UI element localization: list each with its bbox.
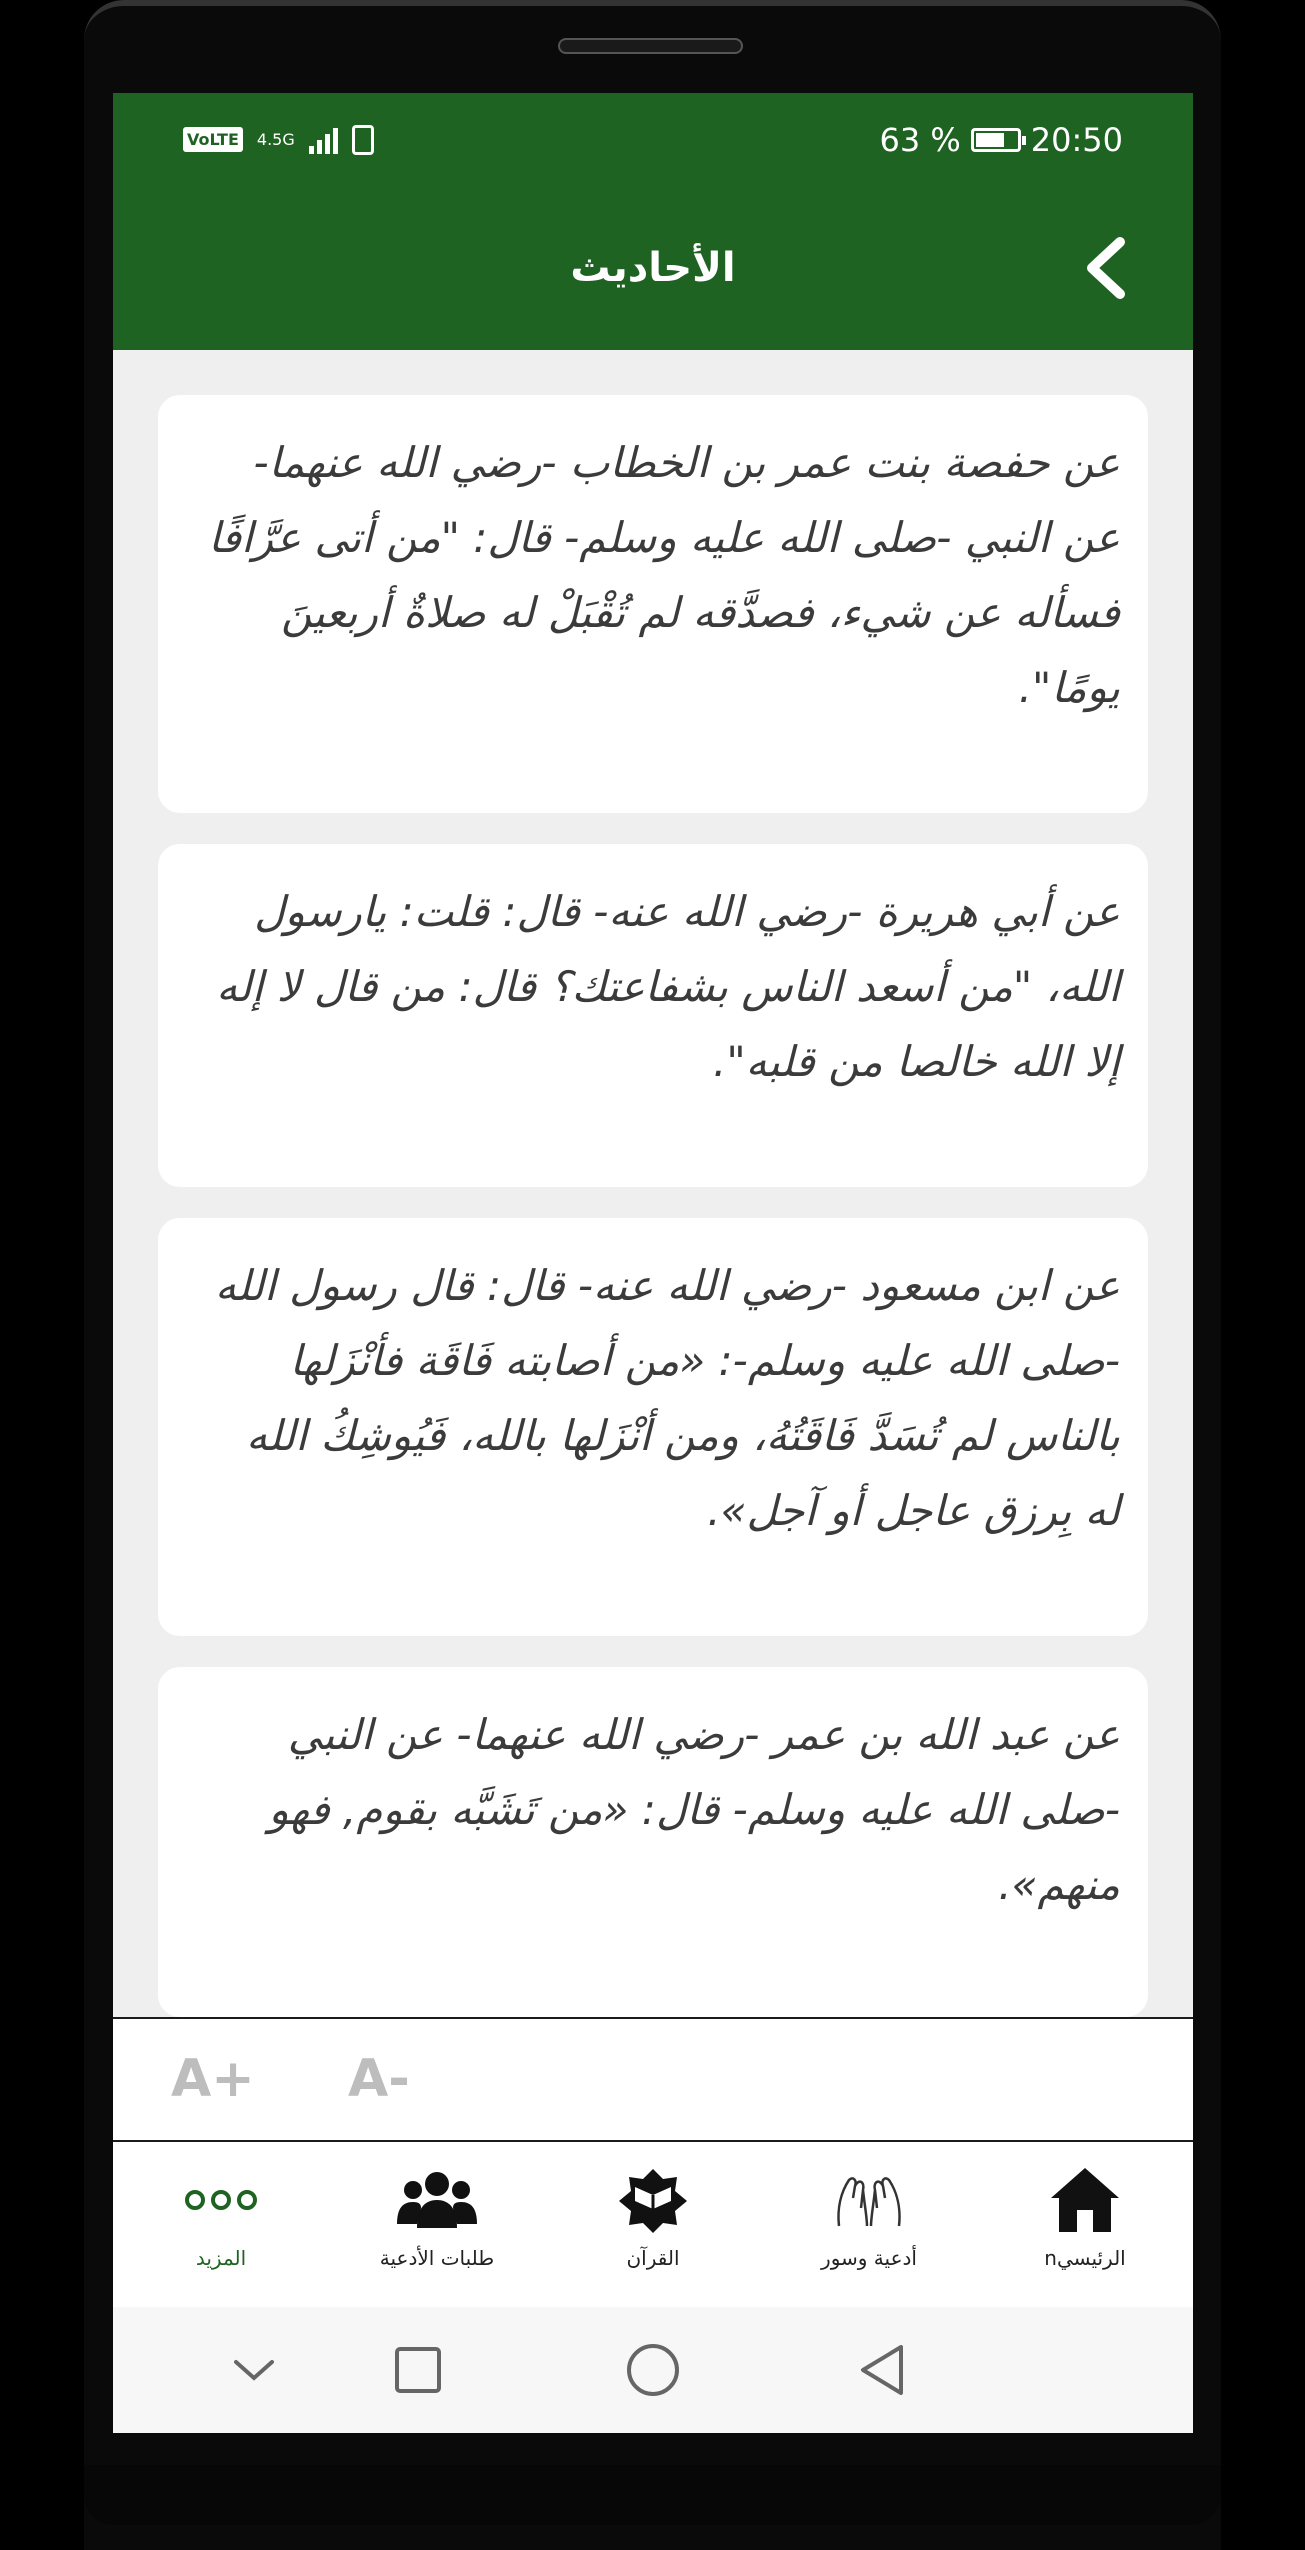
signal-icon bbox=[309, 126, 338, 154]
phone-screen bbox=[113, 93, 1193, 2433]
tab-label: الرئيسيn bbox=[1044, 2246, 1126, 2270]
quran-icon bbox=[615, 2164, 691, 2236]
recents-square-icon bbox=[394, 2346, 442, 2394]
bottom-tab-bar bbox=[113, 2142, 1193, 2307]
home-nav-button[interactable] bbox=[618, 2335, 688, 2405]
clock: 20:50 bbox=[1030, 120, 1123, 159]
battery-icon bbox=[971, 128, 1021, 152]
tab-more[interactable] bbox=[113, 2142, 329, 2307]
tab-label: القرآن bbox=[626, 2246, 680, 2270]
tab-label: أدعية وسور bbox=[821, 2246, 917, 2270]
hadith-card[interactable]: عن ابن مسعود -رضي الله عنه- قال: قال رسول الله -صلى الله عليه وسلم-: «من أصابته فَاقَة فأنْزَلها بالناس لم تُسَدَّ فَاقَتُهُ، ومن أنْزَلها بالله، فَيُوشِكُ الله له بِرزق عاجل أو آجل». bbox=[158, 1218, 1148, 1636]
hadith-card[interactable]: عن عبد الله بن عمر -رضي الله عنهما- عن النبي -صلى الله عليه وسلم- قال: «من تَشَبَّه بقوم, فهو منهم». bbox=[158, 1667, 1148, 2017]
chevron-down-icon bbox=[232, 2356, 276, 2384]
chevron-left-icon bbox=[1082, 236, 1130, 300]
page-title: الأحاديث bbox=[570, 245, 736, 291]
battery-percent: 63 % bbox=[879, 120, 961, 159]
users-icon bbox=[397, 2164, 477, 2236]
collapse-nav-button[interactable] bbox=[219, 2335, 289, 2405]
tab-label: المزيد bbox=[195, 2246, 247, 2270]
hadith-card[interactable]: عن أبي هريرة -رضي الله عنه- قال: قلت: يارسول الله، "من أسعد الناس بشفاعتك؟ قال: من قال لا إله إلا الله خالصا من قلبه". bbox=[158, 844, 1148, 1187]
more-icon bbox=[185, 2164, 257, 2236]
speaker-grille bbox=[558, 38, 743, 54]
tab-label: طلبات الأدعية bbox=[379, 2246, 495, 2270]
increase-font-button[interactable]: A+ bbox=[171, 2049, 255, 2109]
tab-dua-requests[interactable] bbox=[329, 2142, 545, 2307]
home-icon bbox=[1047, 2164, 1123, 2236]
recents-button[interactable] bbox=[383, 2335, 453, 2405]
home-circle-icon bbox=[625, 2342, 681, 2398]
font-size-bar bbox=[113, 2017, 1193, 2142]
app-bar bbox=[113, 186, 1193, 350]
back-triangle-icon bbox=[857, 2343, 907, 2397]
tab-home[interactable] bbox=[977, 2142, 1193, 2307]
decrease-font-button[interactable]: A- bbox=[348, 2049, 410, 2109]
hadith-card[interactable]: عن حفصة بنت عمر بن الخطاب -رضي الله عنهما- عن النبي -صلى الله عليه وسلم- قال: "من أتى عرَّافًا فسأله عن شيء، فصدَّقه لم تُقْبَلْ له صلاةٌ أربعينَ يومًا". bbox=[158, 395, 1148, 813]
vibrate-icon bbox=[352, 125, 374, 155]
device-chin bbox=[84, 2465, 1221, 2525]
praying-hands-icon bbox=[831, 2164, 907, 2236]
back-nav-button[interactable] bbox=[847, 2335, 917, 2405]
tab-duas[interactable] bbox=[761, 2142, 977, 2307]
system-nav-bar bbox=[113, 2307, 1193, 2433]
network-type: 4.5G bbox=[256, 129, 295, 149]
status-left bbox=[183, 125, 374, 155]
back-button[interactable] bbox=[1074, 236, 1138, 300]
status-right bbox=[879, 121, 1123, 159]
volte-badge: VoLTE bbox=[183, 127, 243, 152]
tab-quran[interactable] bbox=[545, 2142, 761, 2307]
status-bar bbox=[113, 93, 1193, 186]
